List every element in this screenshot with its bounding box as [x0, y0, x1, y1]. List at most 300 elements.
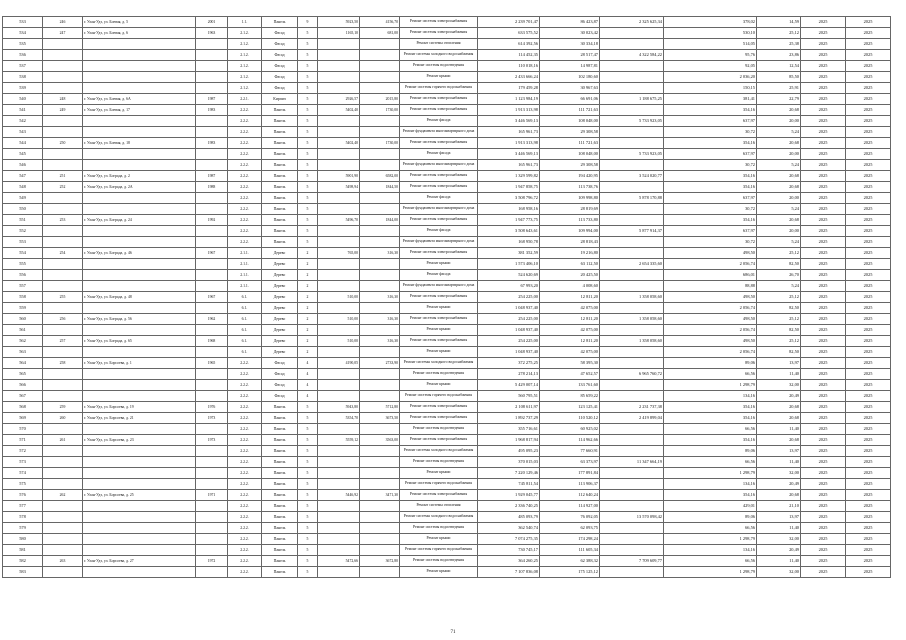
cell-total	[600, 446, 664, 457]
cell-y2: 2025	[846, 83, 891, 94]
cell-rate: 20,68	[757, 435, 801, 446]
cell-cost: 1 968 817,94	[478, 435, 540, 446]
cell-a1	[318, 39, 360, 50]
cell-cs: 102 180,60	[540, 72, 600, 83]
cell-rate: 82,50	[757, 259, 801, 270]
cell-total: 2 325 625,34	[600, 17, 664, 28]
cell-sp: 2 056,74	[664, 347, 757, 358]
cell-rate: 20,68	[757, 490, 801, 501]
cell-y2: 2025	[846, 39, 891, 50]
cell-cs: 20 425,50	[540, 270, 600, 281]
table-row	[3, 127, 891, 138]
cell-work: Ремонт системы горячего водоснабжения	[400, 479, 478, 490]
cell-cost: 67 993,20	[478, 281, 540, 292]
cell-rate: 25,12	[757, 292, 801, 303]
cell-sp: 354,16	[664, 490, 757, 501]
cell-addr	[83, 457, 196, 468]
cell-year	[196, 226, 228, 237]
cell-y2: 2025	[846, 325, 891, 336]
cell-year	[196, 424, 228, 435]
cell-total	[600, 281, 664, 292]
cell-n: 573	[3, 457, 43, 468]
cell-y2: 2025	[846, 248, 891, 259]
cell-total: 5 877 914,37	[600, 226, 664, 237]
cell-work: Ремонт системы холодного водоснабжения	[400, 358, 478, 369]
cell-id: 251	[43, 171, 83, 182]
cell-cs: 86 423,87	[540, 17, 600, 28]
cell-y2: 2025	[846, 501, 891, 512]
cell-wall: Дерево	[262, 281, 298, 292]
cell-wall: Панель	[262, 17, 298, 28]
cell-a1: 5472,66	[318, 556, 360, 567]
cell-rate: 32,00	[757, 534, 801, 545]
cell-wall: Фасад	[262, 369, 298, 380]
table-row	[3, 479, 891, 490]
cell-fl: 5	[298, 50, 318, 61]
cell-work: Ремонт крыши	[400, 567, 478, 578]
cell-y1: 2025	[801, 512, 846, 523]
cell-a2: 4156,70	[360, 17, 400, 28]
cell-n: 538	[3, 72, 43, 83]
cell-y2: 2025	[846, 512, 891, 523]
cell-sp: 66,56	[664, 556, 757, 567]
cell-wall: Панель	[262, 160, 298, 171]
cell-y2: 2025	[846, 468, 891, 479]
cell-sp: 530,10	[664, 28, 757, 39]
cell-id: 255	[43, 292, 83, 303]
cell-n: 557	[3, 281, 43, 292]
cell-cs: 108 048,00	[540, 149, 600, 160]
cell-rate: 20,49	[757, 391, 801, 402]
cell-id	[43, 226, 83, 237]
cell-a1	[318, 270, 360, 281]
cell-total: 2 419 899,04	[600, 413, 664, 424]
cell-cs: 85 659,22	[540, 391, 600, 402]
cell-y2: 2025	[846, 369, 891, 380]
cell-n: 547	[3, 171, 43, 182]
cell-total	[600, 534, 664, 545]
cell-id: 246	[43, 17, 83, 28]
cell-cs: 175 125,12	[540, 567, 600, 578]
cell-fl: 5	[298, 446, 318, 457]
cell-sp: 134,16	[664, 545, 757, 556]
table-row	[3, 28, 891, 39]
cell-y2: 2025	[846, 259, 891, 270]
cell-a1: 5354,70	[318, 413, 360, 424]
cell-addr: г. Улан-Удэ, ул. Бограда, д. 56	[83, 314, 196, 325]
cell-y1: 2025	[801, 303, 846, 314]
cell-code: 2.1.2.	[228, 61, 262, 72]
cell-sp: 637,97	[664, 193, 757, 204]
cell-cost: 485 093,79	[478, 512, 540, 523]
cell-wall: Кирпич	[262, 94, 298, 105]
cell-cs: 77 660,91	[540, 446, 600, 457]
cell-a2: 316,30	[360, 248, 400, 259]
table-row	[3, 138, 891, 149]
cell-sp: 2 056,74	[664, 259, 757, 270]
cell-sp: 89,06	[664, 512, 757, 523]
cell-a2: 3672,80	[360, 556, 400, 567]
cell-addr	[83, 72, 196, 83]
cell-n: 578	[3, 512, 43, 523]
cell-a2	[360, 457, 400, 468]
cell-cs: 114 962,66	[540, 435, 600, 446]
cell-fl: 5	[298, 193, 318, 204]
cell-code: 2.2.2.	[228, 545, 262, 556]
cell-a1	[318, 534, 360, 545]
cell-a1	[318, 380, 360, 391]
cell-id	[43, 534, 83, 545]
cell-code: 2.2.2.	[228, 204, 262, 215]
cell-a2: 316,30	[360, 292, 400, 303]
cell-total: 1 188 675,25	[600, 94, 664, 105]
cell-y1: 2025	[801, 523, 846, 534]
cell-a1: 510,00	[318, 314, 360, 325]
cell-code: 2.2.2.	[228, 501, 262, 512]
cell-cost: 1 913 313,98	[478, 105, 540, 116]
cell-total	[600, 105, 664, 116]
cell-sp: 30,72	[664, 127, 757, 138]
cell-id	[43, 512, 83, 523]
cell-a1	[318, 523, 360, 534]
cell-cs: 177 891,84	[540, 468, 600, 479]
cell-total	[600, 303, 664, 314]
cell-cs: 109 998,80	[540, 193, 600, 204]
cell-addr: г. Улан-Удэ, ул. Борсоева, д. 27	[83, 556, 196, 567]
table-row	[3, 281, 891, 292]
cell-n: 568	[3, 402, 43, 413]
cell-fl: 4	[298, 380, 318, 391]
cell-fl: 5	[298, 138, 318, 149]
cell-y2: 2025	[846, 61, 891, 72]
cell-a1: 5559,12	[318, 435, 360, 446]
cell-n: 580	[3, 534, 43, 545]
cell-id	[43, 61, 83, 72]
cell-id: 253	[43, 215, 83, 226]
cell-y2: 2025	[846, 336, 891, 347]
cell-wall: Дерево	[262, 248, 298, 259]
cell-y2: 2025	[846, 149, 891, 160]
cell-total: 3 524 020,77	[600, 171, 664, 182]
cell-sp: 354,16	[664, 171, 757, 182]
cell-a2	[360, 116, 400, 127]
cell-y1: 2025	[801, 567, 846, 578]
cell-wall: Фасад	[262, 28, 298, 39]
table-row	[3, 215, 891, 226]
cell-work: Ремонт системы водоотведения	[400, 523, 478, 534]
cell-year	[196, 72, 228, 83]
cell-a2: 1730,00	[360, 105, 400, 116]
cell-cs: 4 008,60	[540, 281, 600, 292]
cell-work: Ремонт системы электроснабжения	[400, 17, 478, 28]
cell-rate: 20,00	[757, 149, 801, 160]
cell-n: 575	[3, 479, 43, 490]
cell-wall: Панель	[262, 479, 298, 490]
table-row	[3, 94, 891, 105]
cell-wall: Панель	[262, 567, 298, 578]
cell-fl: 5	[298, 149, 318, 160]
cell-year	[196, 534, 228, 545]
cell-work: Ремонт крыши	[400, 347, 478, 358]
cell-year	[196, 281, 228, 292]
cell-rate: 5,24	[757, 281, 801, 292]
cell-y2: 2025	[846, 28, 891, 39]
cell-y1: 2025	[801, 424, 846, 435]
cell-addr	[83, 270, 196, 281]
cell-cs: 28 517,47	[540, 50, 600, 61]
cell-year	[196, 259, 228, 270]
cell-rate: 11,40	[757, 369, 801, 380]
cell-total: 5 878 170,88	[600, 193, 664, 204]
cell-work: Ремонт фундамента многоквартирного дома	[400, 160, 478, 171]
cell-addr	[83, 501, 196, 512]
cell-wall: Панель	[262, 402, 298, 413]
cell-cs: 42 075,00	[540, 347, 600, 358]
cell-work: Ремонт фундамента многоквартирного дома	[400, 281, 478, 292]
cell-a2: 316,30	[360, 336, 400, 347]
cell-addr	[83, 512, 196, 523]
cell-rate: 13,97	[757, 358, 801, 369]
cell-addr	[83, 523, 196, 534]
cell-addr: г. Улан-Удэ, ул. Боевая, д. 5	[83, 17, 196, 28]
cell-a2	[360, 72, 400, 83]
cell-id	[43, 204, 83, 215]
cell-addr	[83, 347, 196, 358]
cell-cost: 524 620,69	[478, 270, 540, 281]
cell-rate: 32,00	[757, 468, 801, 479]
cell-work: Ремонт системы водоотведения	[400, 457, 478, 468]
cell-addr	[83, 259, 196, 270]
table-row	[3, 446, 891, 457]
cell-id	[43, 303, 83, 314]
cell-year	[196, 116, 228, 127]
cell-cost: 114 452,35	[478, 50, 540, 61]
cell-work: Ремонт системы электроснабжения	[400, 336, 478, 347]
cell-a1: 5496,70	[318, 215, 360, 226]
cell-id	[43, 567, 83, 578]
cell-cost: 7 220 129,46	[478, 468, 540, 479]
cell-code: 2.2.2.	[228, 193, 262, 204]
cell-a1: 5402,40	[318, 138, 360, 149]
cell-id	[43, 325, 83, 336]
cell-cost: 254 225,00	[478, 292, 540, 303]
cell-n: 566	[3, 380, 43, 391]
cell-sp: 1 298,79	[664, 380, 757, 391]
cell-rate: 14,59	[757, 17, 801, 28]
cell-n: 549	[3, 193, 43, 204]
cell-addr: г. Улан-Удэ, ул. Бограда, д. 24	[83, 215, 196, 226]
cell-cs: 66 691,06	[540, 94, 600, 105]
cell-work: Ремонт системы электроснабжения	[400, 138, 478, 149]
cell-year	[196, 501, 228, 512]
cell-year: 1968	[196, 336, 228, 347]
table-row	[3, 61, 891, 72]
cell-rate: 20,00	[757, 116, 801, 127]
cell-a1	[318, 61, 360, 72]
table-row	[3, 545, 891, 556]
cell-sp: 637,97	[664, 149, 757, 160]
cell-sp: 134,16	[664, 479, 757, 490]
cell-work: Ремонт системы электроснабжения	[400, 490, 478, 501]
cell-code: 6.1.	[228, 336, 262, 347]
table-row	[3, 523, 891, 534]
cell-id	[43, 127, 83, 138]
cell-sp: 30,72	[664, 204, 757, 215]
cell-total: 7 709 609,77	[600, 556, 664, 567]
cell-sp: 1 298,79	[664, 567, 757, 578]
cell-a1	[318, 204, 360, 215]
cell-id	[43, 380, 83, 391]
cell-a1	[318, 50, 360, 61]
cell-fl: 2	[298, 292, 318, 303]
cell-y2: 2025	[846, 556, 891, 567]
cell-cs: 109 994,00	[540, 226, 600, 237]
table-row	[3, 149, 891, 160]
cell-y1: 2025	[801, 435, 846, 446]
cell-id: 259	[43, 402, 83, 413]
cell-code: 2.2.2.	[228, 567, 262, 578]
cell-y1: 2025	[801, 149, 846, 160]
cell-year	[196, 61, 228, 72]
cell-sp: 66,56	[664, 523, 757, 534]
cell-addr	[83, 193, 196, 204]
table-row	[3, 17, 891, 28]
cell-total	[600, 204, 664, 215]
cell-sp: 89,06	[664, 446, 757, 457]
cell-sp: 2 056,74	[664, 325, 757, 336]
cell-a2	[360, 567, 400, 578]
cell-sp: 30,72	[664, 160, 757, 171]
cell-y1: 2025	[801, 479, 846, 490]
cell-y1: 2025	[801, 468, 846, 479]
table-row	[3, 83, 891, 94]
cell-cost: 3 446 569,13	[478, 116, 540, 127]
cell-total	[600, 138, 664, 149]
cell-work: Ремонт системы холодного водоснабжения	[400, 512, 478, 523]
cell-cs: 12 811,20	[540, 292, 600, 303]
cell-wall: Панель	[262, 512, 298, 523]
cell-id	[43, 259, 83, 270]
cell-a1: 765,00	[318, 248, 360, 259]
cell-sp: 381,41	[664, 94, 757, 105]
cell-addr: г. Улан-Удэ, ул. Бограда, д. 65	[83, 336, 196, 347]
cell-a2: 2015,80	[360, 94, 400, 105]
cell-n: 551	[3, 215, 43, 226]
cell-cs: 47 652,57	[540, 369, 600, 380]
cell-year	[196, 380, 228, 391]
cell-y2: 2025	[846, 193, 891, 204]
cell-addr	[83, 50, 196, 61]
cell-total: 13 570 098,42	[600, 512, 664, 523]
cell-year: 1983	[196, 138, 228, 149]
cell-rate: 26,70	[757, 270, 801, 281]
cell-fl: 5	[298, 523, 318, 534]
cell-n: 581	[3, 545, 43, 556]
cell-sp: 686,01	[664, 270, 757, 281]
cell-cs: 30 967,63	[540, 83, 600, 94]
cell-y1: 2025	[801, 171, 846, 182]
cell-year	[196, 512, 228, 523]
cell-cs: 19 216,80	[540, 248, 600, 259]
cell-addr: г. Улан-Удэ, ул. Борсоева, д. 23	[83, 435, 196, 446]
cell-y1: 2025	[801, 501, 846, 512]
cell-code: 2.2.2.	[228, 435, 262, 446]
cell-cost: 355 716,61	[478, 424, 540, 435]
table-row	[3, 391, 891, 402]
cell-work: Ремонт системы водоотведения	[400, 556, 478, 567]
cell-cost: 3 508 796,72	[478, 193, 540, 204]
cell-a2	[360, 391, 400, 402]
cell-fl: 5	[298, 105, 318, 116]
cell-y2: 2025	[846, 204, 891, 215]
cell-cost: 1 123 984,19	[478, 94, 540, 105]
cell-y1: 2025	[801, 391, 846, 402]
cell-a1	[318, 259, 360, 270]
cell-fl: 5	[298, 501, 318, 512]
cell-work: Ремонт фасада	[400, 226, 478, 237]
cell-work: Ремонт крыши	[400, 534, 478, 545]
cell-a2	[360, 512, 400, 523]
cell-a2	[360, 226, 400, 237]
cell-cost: 362 540,74	[478, 523, 540, 534]
cell-wall: Дерево	[262, 347, 298, 358]
cell-y1: 2025	[801, 215, 846, 226]
cell-rate: 85,50	[757, 72, 801, 83]
cell-year	[196, 479, 228, 490]
cell-a1: 2926,57	[318, 94, 360, 105]
cell-addr	[83, 116, 196, 127]
cell-y1: 2025	[801, 138, 846, 149]
cell-cost: 165 961,73	[478, 160, 540, 171]
table-row	[3, 237, 891, 248]
cell-n: 572	[3, 446, 43, 457]
cell-rate: 11,40	[757, 523, 801, 534]
cell-n: 541	[3, 105, 43, 116]
table-row	[3, 105, 891, 116]
cell-year	[196, 83, 228, 94]
cell-id	[43, 424, 83, 435]
cell-addr	[83, 204, 196, 215]
cell-id: 260	[43, 413, 83, 424]
cell-code: 2.2.2.	[228, 479, 262, 490]
cell-fl: 5	[298, 204, 318, 215]
cell-rate: 5,24	[757, 127, 801, 138]
cell-year: 1972	[196, 556, 228, 567]
table-row	[3, 160, 891, 171]
cell-addr	[83, 545, 196, 556]
cell-code: 2.2.2.	[228, 446, 262, 457]
cell-wall: Панель	[262, 556, 298, 567]
cell-id	[43, 72, 83, 83]
cell-fl: 5	[298, 28, 318, 39]
cell-a1	[318, 116, 360, 127]
cell-n: 567	[3, 391, 43, 402]
cell-code: 2.2.2.	[228, 534, 262, 545]
cell-wall: Панель	[262, 226, 298, 237]
table-row	[3, 380, 891, 391]
cell-fl: 5	[298, 512, 318, 523]
cell-addr	[83, 226, 196, 237]
cell-code: 2.2.2.	[228, 149, 262, 160]
cell-year: 2001	[196, 17, 228, 28]
cell-wall: Панель	[262, 501, 298, 512]
cell-id	[43, 39, 83, 50]
cell-id	[43, 116, 83, 127]
table-row	[3, 226, 891, 237]
cell-fl: 5	[298, 226, 318, 237]
cell-y1: 2025	[801, 50, 846, 61]
cell-cs: 42 075,00	[540, 325, 600, 336]
